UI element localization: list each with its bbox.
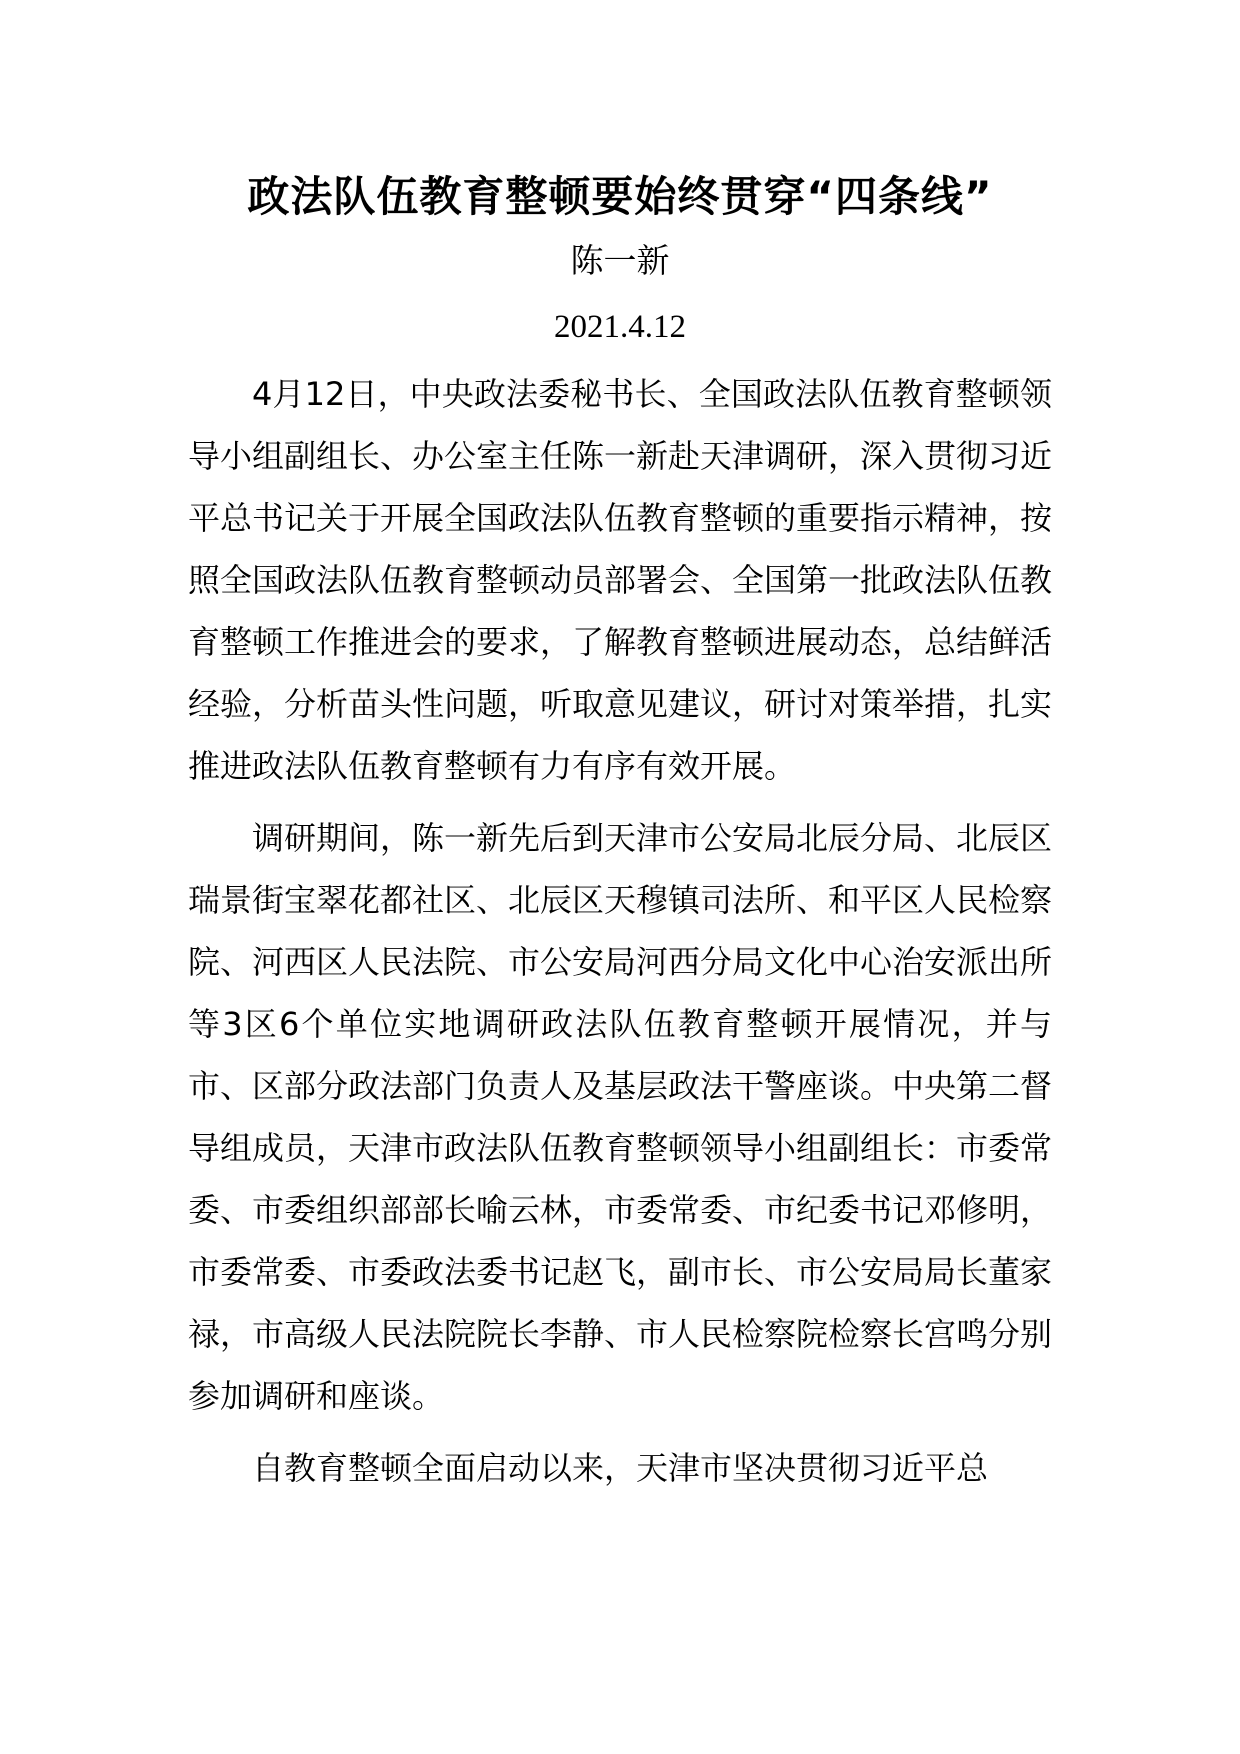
- document-author: 陈一新: [570, 241, 670, 280]
- document-date: 2021.4.12: [554, 309, 686, 345]
- paragraph-3: 自教育整顿全面启动以来，天津市坚决贯彻习近平总: [252, 1449, 989, 1487]
- document-body: [188, 363, 1052, 1509]
- paragraph-1: 4月12日，中央政法委秘书长、全国政法队伍教育整顿领导小组副组长、办公室主任陈一新赴天津调研，深入贯彻习近平总书记关于开展全国政法队伍教育整顿的重要指示精神，按照全国政法队伍教育整顿动员部署会、全国第一批政法队伍教育整顿工作推进会的要求，了解教育整顿进展动态，总结鲜活经验，分析苗头性问题，听取意见建议，研讨对策举措，扎实推进政法队伍教育整顿有力有序有效开展。: [188, 375, 1053, 785]
- paragraph-2: 调研期间，陈一新先后到天津市公安局北辰分局、北辰区瑞景街宝翠花都社区、北辰区天穆镇司法所、和平区人民检察院、河西区人民法院、市公安局河西分局文化中心治安派出所等3区6个单位实地调研政法队伍教育整顿开展情况，并与市、区部分政法部门负责人及基层政法干警座谈。中央第二督导组成员，天津市政法队伍教育整顿领导小组副组长：市委常委、市委组织部部长喻云林，市委常委、市纪委书记邓修明，市委常委、市委政法委书记赵飞，副市长、市公安局局长董家禄，市高级人民法院院长李静、市人民检察院检察长宫鸣分别参加调研和座谈。: [188, 819, 1053, 1415]
- document-title: 政法队伍教育整顿要始终贯穿“四条线”: [247, 172, 993, 221]
